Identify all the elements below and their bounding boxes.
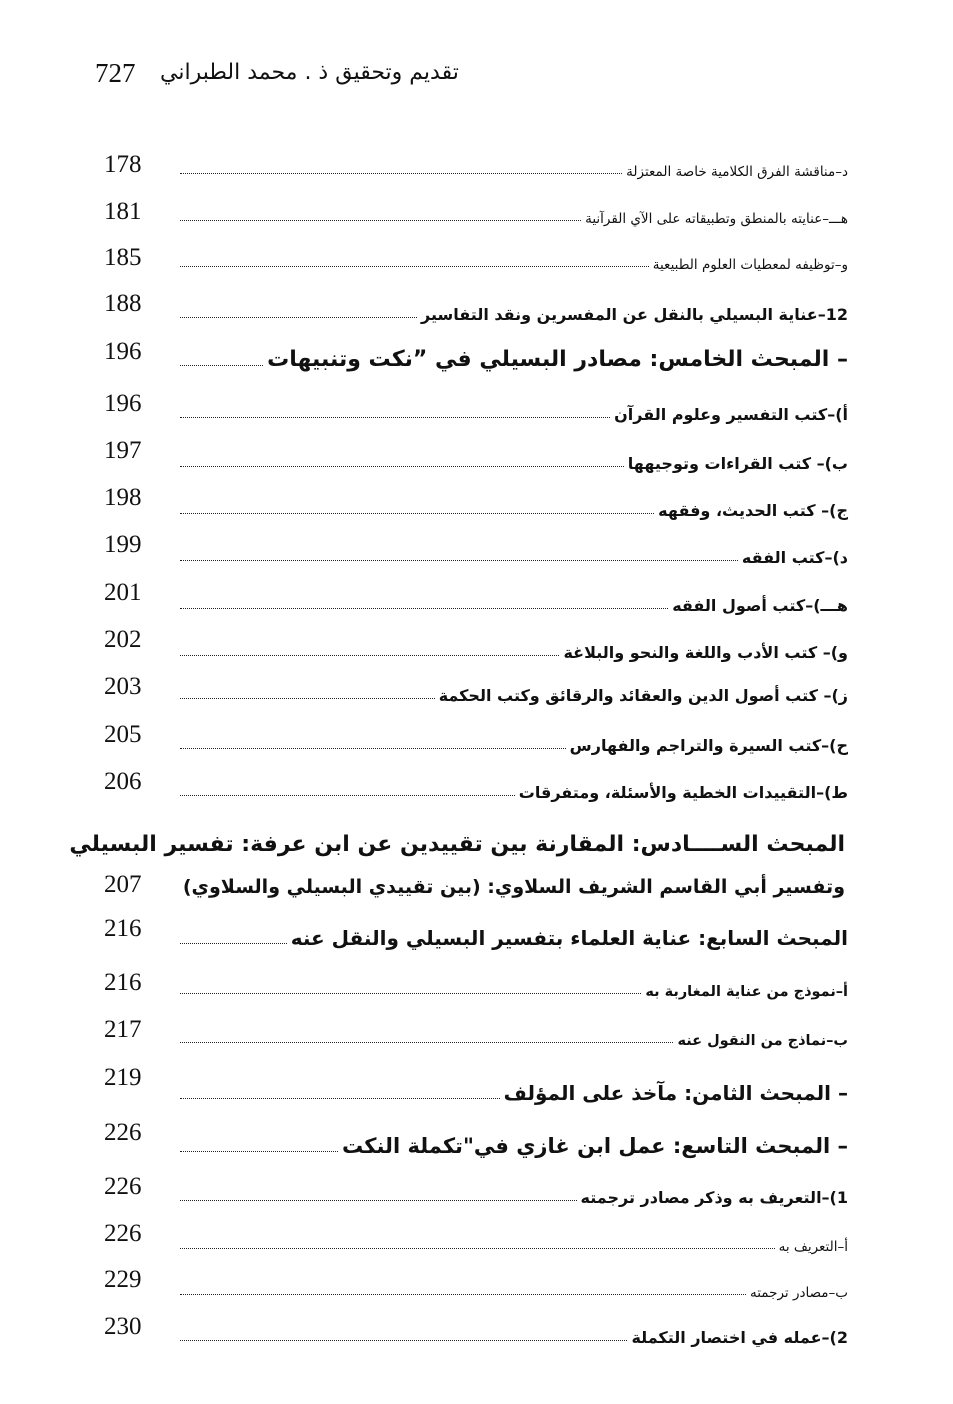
toc-entry-text: هـــ)–كتب أصول الفقه <box>672 596 848 615</box>
leader-dots <box>180 1200 577 1201</box>
toc-page-number: 201 <box>104 579 142 606</box>
toc-entry-text: ج)– كتب الحديث، وفقهه <box>658 501 848 520</box>
leader-dots <box>180 513 654 514</box>
toc-entry-text: د)–كتب الفقه <box>741 548 848 567</box>
leader-dots <box>180 993 641 994</box>
leader-dots <box>180 560 738 561</box>
leader-dots <box>180 220 581 221</box>
leader-dots <box>180 1248 775 1249</box>
leader-dots <box>180 608 668 609</box>
toc-entry-text: 1)–التعريف به وذكر مصادر ترجمته <box>580 1188 848 1207</box>
toc-entry-text: – المبحث الثامن: مآخذ على المؤلف <box>503 1081 848 1105</box>
toc-entry-text: أ–التعريف به <box>778 1239 848 1255</box>
leader-dots <box>180 417 610 418</box>
leader-dots <box>180 943 287 944</box>
toc-page-number: 226 <box>104 1220 142 1247</box>
toc-entry-text: و)– كتب الأدب واللغة والنحو والبلاغة <box>563 643 848 662</box>
toc-page-number: 199 <box>104 531 142 558</box>
toc-page-number: 188 <box>104 290 142 317</box>
toc-entry-text: ب–نماذج من النقول عنه <box>677 1033 848 1049</box>
leader-dots <box>180 317 417 318</box>
leader-dots <box>180 698 435 699</box>
toc-entry-text: د–مناقشة الفرق الكلامية خاصة المعتزلة <box>626 164 848 180</box>
toc-page-number: 185 <box>104 244 142 271</box>
toc-page-number: 181 <box>104 198 142 225</box>
running-head: تقديم وتحقيق ذ . محمد الطبراني <box>160 60 459 85</box>
toc-entry-text: المبحث السابع: عناية العلماء بتفسير البسيلي والنقل عنه <box>290 926 848 950</box>
toc-page-number: 217 <box>104 1016 142 1043</box>
toc-page-number: 178 <box>104 151 142 178</box>
leader-dots <box>180 1294 746 1295</box>
page-number: 727 <box>95 58 136 88</box>
toc-entry-text: – المبحث التاسع: عمل ابن غازي في"تكملة النكت <box>342 1134 848 1158</box>
toc-page-number: 219 <box>104 1064 142 1091</box>
toc-page-number: 216 <box>104 915 142 942</box>
toc-page-number: 196 <box>104 338 142 365</box>
toc-entry-text: و–توظيفه لمعطيات العلوم الطبيعية <box>652 257 848 273</box>
toc-page-number: 198 <box>104 484 142 511</box>
toc-entry-text: أ)–كتب التفسير وعلوم القرآن <box>614 405 848 424</box>
toc-entry-text: وتفسير أبي القاسم الشريف السلاوي: (بين تقييدي البسيلي والسلاوي) <box>182 876 845 898</box>
toc-page-number: 206 <box>104 768 142 795</box>
toc-entry-text-line1: المبحث الســــادس: المقارنة بين تقييدين عن ابن عرفة: تفسير البسيلي <box>69 832 845 857</box>
toc-page-number: 196 <box>104 390 142 417</box>
leader-dots <box>180 173 622 174</box>
leader-dots <box>180 1098 500 1099</box>
leader-dots <box>180 365 263 366</box>
toc-entry-text: 12–عناية البسيلي بالنقل عن المفسرين ونقد التفاسير <box>421 305 848 324</box>
toc-page-number: 229 <box>104 1266 142 1293</box>
toc-page-number: 202 <box>104 626 142 653</box>
toc-page-number: 205 <box>104 721 142 748</box>
toc-entry-text: ز)– كتب أصول الدين والعقائد والرقائق وكتب الحكمة <box>438 686 848 705</box>
toc-page-number: 216 <box>104 969 142 996</box>
toc-page-number: 197 <box>104 437 142 464</box>
leader-dots <box>180 1340 627 1341</box>
toc-page-number: 207 <box>104 871 142 898</box>
toc-entry-text: هـــ–عنايته بالمنطق وتطبيقاته على الآي القرآنية <box>585 211 848 227</box>
leader-dots <box>180 655 559 656</box>
leader-dots <box>180 795 515 796</box>
toc-entry-text: – المبحث الخامس: مصادر البسيلي في ”نكت وتنبيهات <box>267 347 848 372</box>
toc-page-number: 203 <box>104 673 142 700</box>
toc-page-number: 230 <box>104 1313 142 1340</box>
leader-dots <box>180 266 649 267</box>
toc-entry-text: ب)– كتب القراءات وتوجيهها <box>627 454 848 473</box>
toc-entry-text: أ–نموذج من عناية المغاربة به <box>645 984 848 1000</box>
toc-page-number: 226 <box>104 1119 142 1146</box>
leader-dots <box>180 466 624 467</box>
leader-dots <box>180 748 566 749</box>
leader-dots <box>180 1042 673 1043</box>
toc-entry-text: 2)–عمله في اختصار التكملة <box>631 1328 848 1347</box>
toc-page-number: 226 <box>104 1173 142 1200</box>
toc-entry-text: ط)–التقييدات الخطية والأسئلة، ومتفرقات <box>518 783 848 802</box>
leader-dots <box>180 1151 338 1152</box>
toc-entry-text: ب–مصادر ترجمته <box>749 1285 848 1301</box>
toc-entry-text: ح)–كتب السيرة والتراجم والفهارس <box>569 736 848 755</box>
